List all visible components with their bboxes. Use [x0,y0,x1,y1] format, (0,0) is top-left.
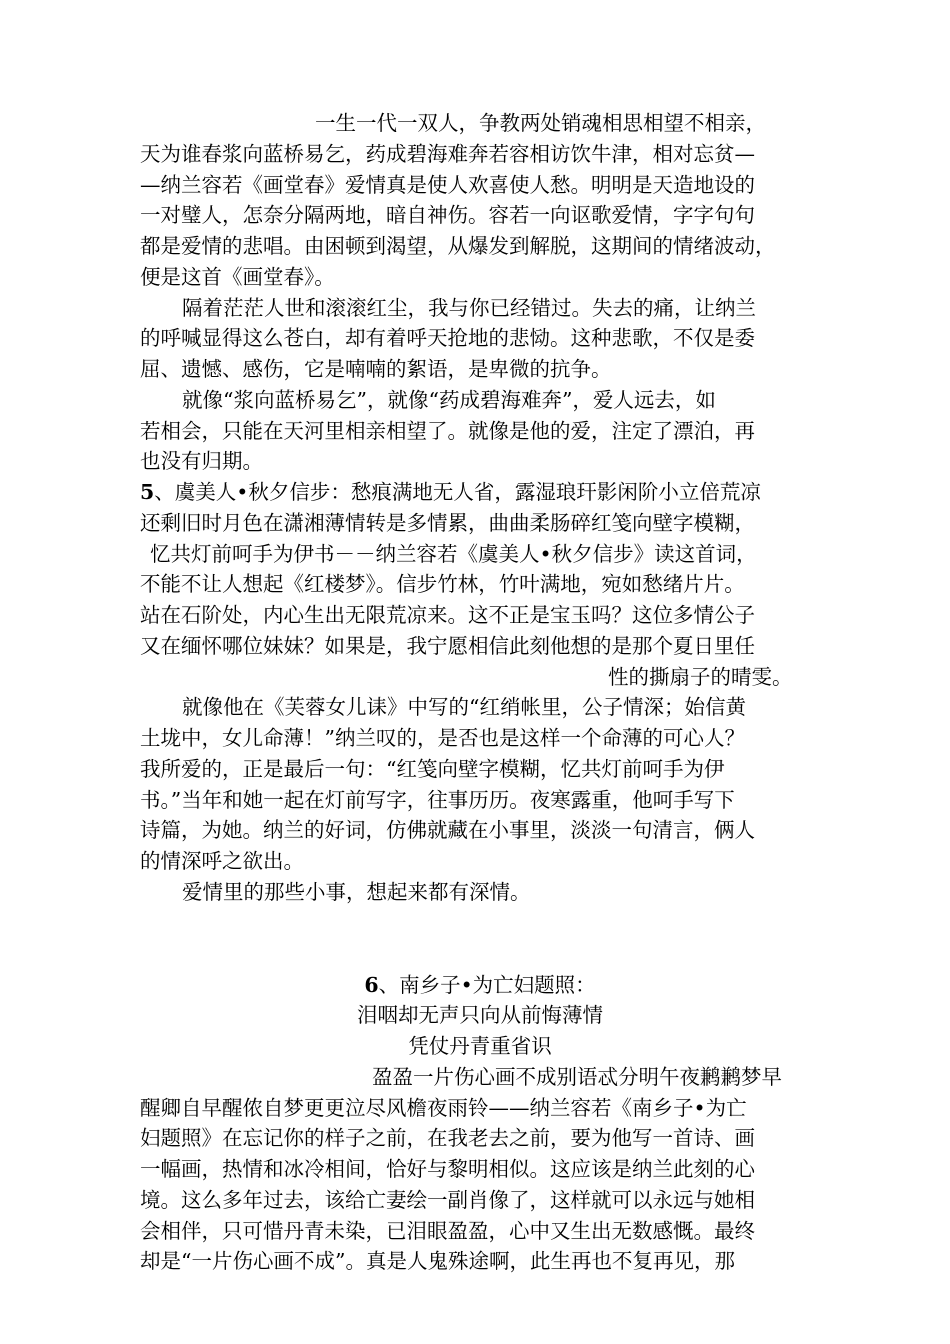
text-line: 的情深呼之欲出。 [140,849,304,873]
text-line: 会相伴，只可惜丹青未染，已泪眼盈盈，心中又生出无数感慨。最终 [140,1219,755,1243]
text-line: 也没有归期。 [140,449,263,473]
text-line: 却是“一片伤心画不成”。真是人鬼殊途啊，此生再也不复再见，那 [140,1249,735,1273]
text-line: 土垅中，女儿命薄！”纳兰叹的，是否也是这样一个命薄的可心人？ [140,726,745,750]
text-line: 不能不让人想起《红楼梦》。信步竹林，竹叶满地，宛如愁绪片片。 [140,572,745,596]
text-line: 的呼喊显得这么苍白，却有着呼天抢地的悲恸。这种悲歌，不仅是委 [140,326,755,350]
poem-line: 泪咽却无声只向从前悔薄情 [357,1003,603,1027]
heading-text: 、南乡子•为亡妇题照： [378,973,596,997]
text-line: 诗篇，为她。纳兰的好词，仿佛就藏在小事里，淡淡一句清言，俩人 [140,818,755,842]
text-line: 隔着茫茫人世和滚滚红尘，我与你已经错过。失去的痛，让纳兰 [182,296,756,320]
text-line: 一对璧人，怎奈分隔两地，暗自神伤。容若一向讴歌爱情，字字句句 [140,203,755,227]
section-5-heading [140,477,820,508]
text-line: 天为谁春浆向蓝桥易乞，药成碧海难奔若容相访饮牛津，相对忘贫— [140,142,755,166]
section-6-heading [140,970,820,1001]
text-line: 便是这首《画堂春》。 [140,265,335,289]
heading-text: 、虞美人•秋夕信步：愁痕满地无人省，露湿琅玕影闲阶小立倍荒凉 [154,480,761,504]
poem-line: 凭仗丹青重省识 [408,1034,552,1058]
text-line: 境。这么多年过去，该给亡妻绘一副肖像了，这样就可以永远与她相 [140,1188,755,1212]
text-line: 我所爱的，正是最后一句：“红笺向壁字模糊，忆共灯前呵手为伊 [140,757,725,781]
text-line: 书。”当年和她一起在灯前写字，往事历历。夜寒露重，他呵手写下 [140,788,735,812]
text-line: 就像“浆向蓝桥易乞”，就像“药成碧海难奔”，爱人远去，如 [182,388,716,412]
text-line: 妇题照》在忘记你的样子之前，在我老去之前，要为他写一首诗、画 [140,1126,755,1150]
section-number: 6 [364,973,379,997]
text-line: 醒卿自早醒侬自梦更更泣尽风檐夜雨铃——纳兰容若《南乡子•为亡 [140,1096,747,1120]
text-line: —纳兰容若《画堂春》爱情真是使人欢喜使人愁。明明是天造地设的 [140,173,755,197]
text-line: 性的撕扇子的晴雯。 [608,665,793,689]
text-line: 就像他在《芙蓉女儿诔》中写的“红绡帐里，公子情深；始信黄 [182,695,746,719]
text-line: 爱情里的那些小事，想起来都有深情。 [182,880,531,904]
text-line: 盈盈一片伤心画不成别语忒分明午夜鹣鹣梦早 [372,1065,782,1089]
text-line: 一生一代一双人，争教两处销魂相思相望不相亲， [315,111,766,135]
text-line: 屈、遗憾、感伤，它是喃喃的絮语，是卑微的抗争。 [140,357,612,381]
section-number: 5 [140,480,155,504]
text-line: 还剩旧时月色在潇湘薄情转是多情累，曲曲柔肠碎红笺向壁字模糊， [140,511,755,535]
text-line: 又在缅怀哪位妹妹？如果是，我宁愿相信此刻他想的是那个夏日里任 [140,634,755,658]
text-line: 若相会，只能在天河里相亲相望了。就像是他的爱，注定了漂泊，再 [140,419,755,443]
text-line: 都是爱情的悲唱。由困顿到渴望，从爆发到解脱，这期间的情绪波动， [140,234,776,258]
text-line: 站在石阶处，内心生出无限荒凉来。这不正是宝玉吗？这位多情公子 [140,603,755,627]
text-line: 一幅画，热情和冰冷相间，恰好与黎明相似。这应该是纳兰此刻的心 [140,1157,755,1181]
text-line: 忆共灯前呵手为伊书－－纳兰容若《虞美人•秋夕信步》读这首词， [150,542,757,566]
